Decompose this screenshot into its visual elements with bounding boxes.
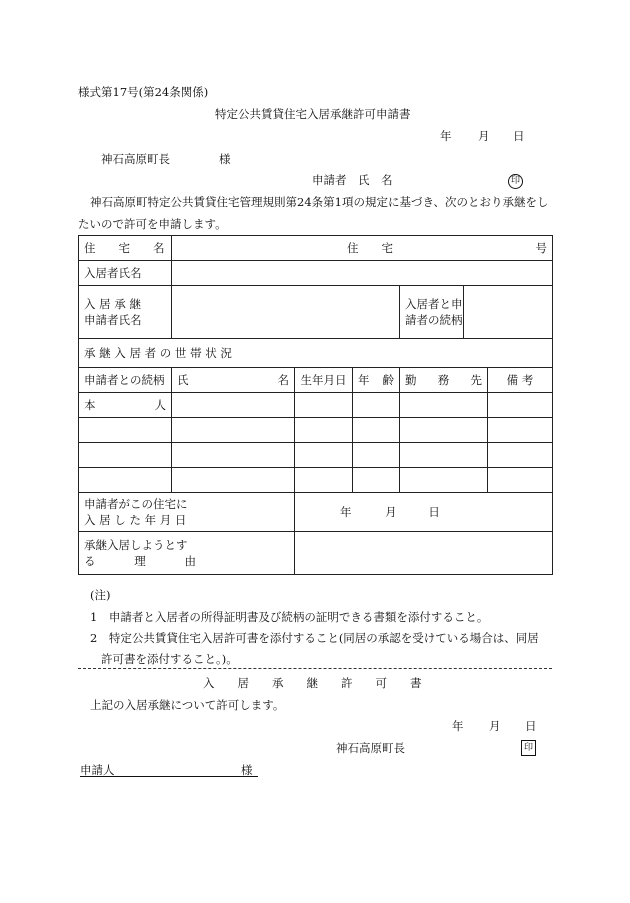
date-year: 年 — [440, 129, 452, 143]
successor-name-field[interactable] — [172, 286, 400, 339]
reason-label-line-1: 承継入居しようとす — [84, 538, 188, 552]
relation-label — [400, 286, 464, 339]
application-table — [78, 235, 553, 575]
reason-label-2c: 由 — [184, 554, 196, 568]
col-name — [172, 368, 295, 393]
reason-field[interactable] — [295, 532, 553, 575]
household-row — [79, 468, 553, 493]
household-row — [79, 443, 553, 468]
row-column-headers — [79, 368, 553, 393]
reason-label-2a: る — [84, 554, 96, 568]
household-label: 承 継 入 居 者 の 世 帯 状 況 — [79, 339, 553, 368]
reason-label-line-2 — [84, 553, 196, 569]
row-reason — [79, 532, 553, 575]
seal-mark: 印 — [508, 174, 523, 189]
row-moved-in-date — [79, 493, 553, 532]
addressee: 神石高原町長 — [101, 152, 170, 166]
resident-name-field[interactable] — [172, 261, 553, 286]
form-title: 特定公共賃貸住宅入居承継許可申請書 — [215, 107, 411, 121]
relation-label-line-2: 請者の続柄 — [405, 313, 463, 327]
col-work-2: 務 — [437, 373, 450, 387]
household-row — [79, 418, 553, 443]
applicant-name-label: 申請者 氏 名 — [312, 173, 393, 187]
permit-seal-mark: 印 — [521, 740, 536, 756]
permit-body: 上記の入居承継について許可します。 — [90, 698, 285, 712]
cut-line — [78, 668, 552, 669]
note-2-line-1: 2 特定公共賃貸住宅入居許可書を添付すること(同居の承認を受けている場合は、同居 — [90, 631, 539, 645]
self-1: 本 — [84, 398, 96, 412]
permit-applicant-honorific: 様 — [241, 763, 253, 777]
successor-label — [79, 286, 172, 339]
household-age-cell[interactable] — [353, 468, 400, 493]
date-day: 日 — [513, 129, 525, 143]
successor-label-line-2: 申請者氏名 — [84, 313, 142, 327]
permit-mayor: 神石高原町長 — [336, 741, 405, 755]
household-note-cell[interactable] — [488, 443, 553, 468]
household-birth-cell[interactable] — [295, 443, 353, 468]
household-birth-cell[interactable] — [295, 468, 353, 493]
moved-date-field[interactable] — [295, 493, 553, 532]
household-age-cell[interactable] — [353, 393, 400, 418]
col-name-2: 名 — [277, 373, 289, 387]
household-birth-cell[interactable] — [295, 393, 353, 418]
household-age-cell[interactable] — [353, 443, 400, 468]
row-house-name — [79, 236, 553, 261]
reason-label-2b: 理 — [134, 554, 146, 568]
household-name-cell[interactable] — [172, 393, 295, 418]
applicant-underline — [80, 776, 258, 777]
intro-line-1: 神石高原町特定公共賃貸住宅管理規則第24条第1項の規定に基づき、次のとおり承継をし — [90, 195, 549, 209]
permit-applicant: 申請人 — [80, 763, 115, 777]
addressee-honorific: 様 — [219, 152, 231, 166]
household-relation-cell[interactable] — [79, 418, 172, 443]
household-row-self — [79, 393, 553, 418]
household-relation-cell[interactable] — [79, 468, 172, 493]
moved-label — [79, 493, 295, 532]
reason-label — [79, 532, 295, 575]
household-work-cell[interactable] — [400, 468, 488, 493]
col-age-1: 年 — [358, 373, 370, 387]
row-resident-name — [79, 261, 553, 286]
household-name-cell[interactable] — [172, 443, 295, 468]
row-successor — [79, 286, 553, 339]
resident-name-label: 入居者氏名 — [79, 261, 172, 286]
permit-seal — [521, 739, 536, 756]
col-birth: 生年月日 — [295, 368, 353, 393]
col-work-3: 先 — [470, 373, 482, 387]
house-label: 住 宅 — [347, 241, 393, 255]
notes-heading: (注) — [90, 588, 111, 602]
house-name-label: 住 宅 名 — [79, 236, 172, 261]
moved-label-line-1: 申請者がこの住宅に — [84, 497, 188, 511]
self-2: 人 — [154, 398, 166, 412]
household-work-cell[interactable] — [400, 443, 488, 468]
successor-label-line-1: 入 居 承 継 — [84, 297, 141, 311]
moved-label-line-2: 入 居 し た 年 月 日 — [84, 513, 187, 527]
col-age-2: 齢 — [382, 373, 394, 387]
row-household-heading — [79, 339, 553, 368]
house-name-field[interactable] — [172, 236, 553, 261]
household-note-cell[interactable] — [488, 418, 553, 443]
permit-date-day: 日 — [525, 719, 537, 733]
moved-day: 日 — [428, 505, 440, 519]
relation-label-line-1: 入居者と申 — [405, 297, 463, 311]
col-note: 備 考 — [488, 368, 553, 393]
permit-date-month: 月 — [489, 719, 501, 733]
permit-title: 入 居 承 継 許 可 書 — [203, 676, 422, 690]
household-note-cell[interactable] — [488, 393, 553, 418]
applicant-seal — [508, 172, 523, 189]
moved-year: 年 — [340, 505, 352, 519]
household-name-cell[interactable] — [172, 468, 295, 493]
col-work-1: 勤 — [405, 373, 417, 387]
household-work-cell[interactable] — [400, 418, 488, 443]
form-number: 様式第17号(第24条関係) — [78, 85, 209, 99]
intro-line-2: たいので許可を申請します。 — [78, 217, 227, 231]
col-relation: 申請者との続柄 — [79, 368, 172, 393]
moved-month: 月 — [385, 505, 397, 519]
household-note-cell[interactable] — [488, 468, 553, 493]
note-1: 1 申請者と入居者の所得証明書及び続柄の証明できる書類を添付すること。 — [90, 610, 489, 624]
self-cell — [79, 393, 172, 418]
date-month: 月 — [478, 129, 490, 143]
household-work-cell[interactable] — [400, 393, 488, 418]
col-work — [400, 368, 488, 393]
household-age-cell[interactable] — [353, 418, 400, 443]
household-birth-cell[interactable] — [295, 418, 353, 443]
number-label: 号 — [535, 241, 547, 255]
permit-date-year: 年 — [452, 719, 464, 733]
relation-field[interactable] — [464, 286, 553, 339]
household-relation-cell[interactable] — [79, 443, 172, 468]
household-name-cell[interactable] — [172, 418, 295, 443]
col-age — [353, 368, 400, 393]
col-name-1: 氏 — [177, 373, 189, 387]
note-2-line-2: 許可書を添付すること。)。 — [101, 652, 238, 666]
